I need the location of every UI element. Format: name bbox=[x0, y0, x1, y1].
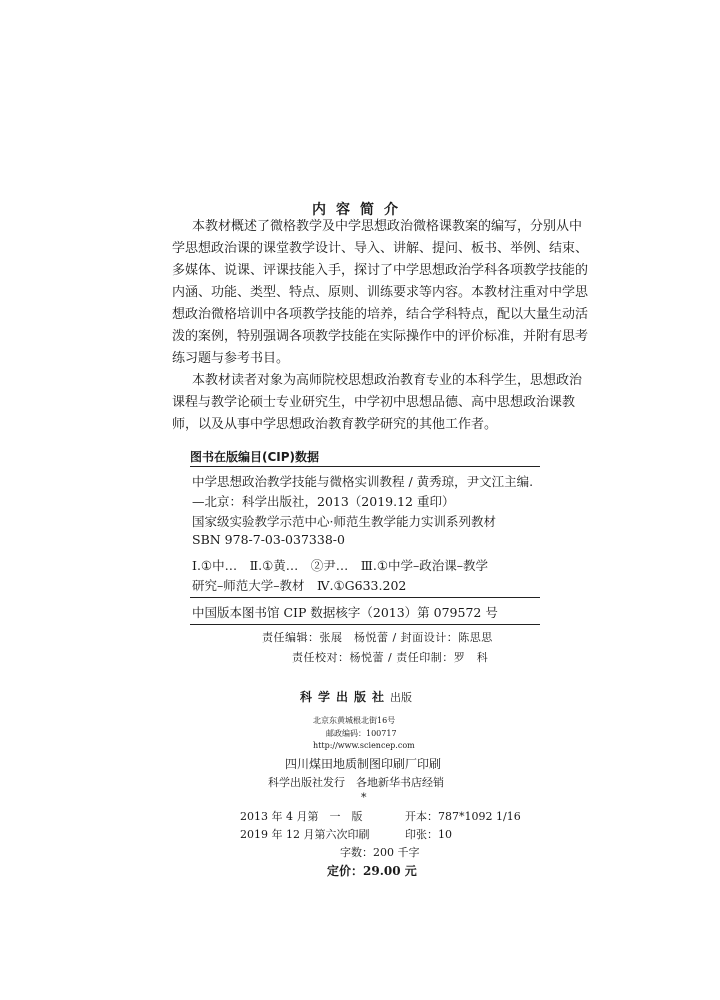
cip-line: Ⅰ.①中… Ⅱ.①黄… ②尹… Ⅲ.①中学–政治课–教学 bbox=[192, 558, 489, 573]
reprint: 2019 年 12 月第六次印刷 bbox=[240, 828, 370, 841]
distribution: 科学出版社发行 各地新华书店经销 bbox=[268, 776, 444, 789]
summary-line: 本教材读者对象为高师院校思想政治教育专业的本科学生，思想政治 bbox=[192, 373, 583, 388]
cip-heading: 图书在版编目(CIP)数据 bbox=[190, 450, 320, 464]
cip-line: —北京：科学出版社，2013（2019.12 重印） bbox=[192, 494, 455, 509]
cip-line: 中学思想政治教学技能与微格实训教程 / 黄秀琼，尹文江主编. bbox=[192, 474, 534, 489]
summary-title: 内容简介 bbox=[312, 202, 408, 218]
summary-line: 想政治微格培训中各项教学技能的培养，结合学科特点，配以大量生动活 bbox=[172, 307, 589, 322]
summary-line: 多媒体、说课、评课技能入手，探讨了中学思想政治学科各项教学技能的 bbox=[172, 263, 589, 278]
credits-line: 责任编辑：张展 杨悦蕾 / 封面设计：陈思思 bbox=[262, 631, 493, 644]
cip-top-rule bbox=[190, 466, 540, 467]
edition-first: 2013 年 4 月第 一 版 bbox=[240, 810, 363, 823]
summary-line: 课程与教学论硕士专业研究生，中学初中思想品德、高中思想政治课教 bbox=[172, 395, 576, 410]
printer: 四川煤田地质制图印刷厂印刷 bbox=[285, 757, 442, 771]
publisher-suffix: 出版 bbox=[390, 691, 413, 704]
publisher-url: http://www.sciencep.com bbox=[313, 741, 415, 750]
separator-star: * bbox=[361, 791, 367, 804]
summary-line: 内涵、功能、类型、特点、原则、训练要求等内容。本教材注重对中学思 bbox=[172, 285, 589, 300]
word-count: 字数：200 千字 bbox=[340, 846, 420, 859]
publisher-logo: 科学出版社 bbox=[300, 690, 391, 704]
publisher-address: 北京东黄城根北街16号 bbox=[313, 716, 396, 725]
cip-mid-rule bbox=[190, 597, 540, 598]
summary-line: 学思想政治课的课堂教学设计、导入、讲解、提问、板书、举例、结束、 bbox=[172, 241, 589, 256]
summary-line: 练习题与参考书目。 bbox=[172, 351, 290, 366]
cip-line: 研究–师范大学–教材 Ⅳ.①G633.202 bbox=[192, 578, 407, 593]
cip-bottom-rule bbox=[190, 624, 540, 625]
sheets: 印张：10 bbox=[405, 828, 452, 841]
price: 定价：29.00 元 bbox=[327, 864, 417, 878]
format: 开本：787*1092 1/16 bbox=[405, 810, 521, 823]
publisher-postcode: 邮政编码：100717 bbox=[326, 729, 397, 738]
summary-line: 师，以及从事中学思想政治教育教学研究的其他工作者。 bbox=[172, 417, 498, 432]
summary-line: 泼的案例，特别强调各项教学技能在实际操作中的评价标准，并附有思考 bbox=[172, 329, 589, 344]
cip-line: SBN 978-7-03-037338-0 bbox=[192, 532, 345, 547]
publisher-line bbox=[300, 686, 412, 705]
credits-line: 责任校对：杨悦蕾 / 责任印制：罗 科 bbox=[292, 651, 489, 664]
cip-line: 国家级实验教学示范中心·师范生教学能力实训系列教材 bbox=[192, 514, 496, 529]
summary-line: 本教材概述了微格教学及中学思想政治微格课教案的编写，分别从中 bbox=[192, 219, 583, 234]
cip-verification: 中国版本图书馆 CIP 数据核字（2013）第 079572 号 bbox=[192, 605, 498, 620]
